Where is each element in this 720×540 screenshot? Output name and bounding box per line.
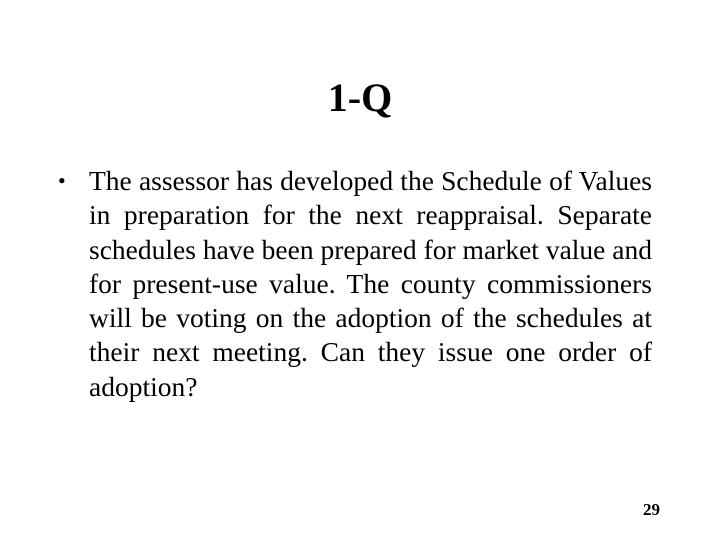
- bullet-icon: •: [58, 168, 66, 193]
- bullet-list: [56, 164, 652, 404]
- bullet-text: The assessor has developed the Schedule of Values in preparation for the next reappraisal. Separate schedules have been prepared for market value and for present-use value. The county commissioners will be voting on the adoption of the schedules at their next meeting. Can they issue one order of adoption?: [89, 165, 652, 402]
- bullet-item: [56, 164, 652, 404]
- page-number: 29: [643, 500, 660, 519]
- slide-title: 1-Q: [327, 75, 393, 120]
